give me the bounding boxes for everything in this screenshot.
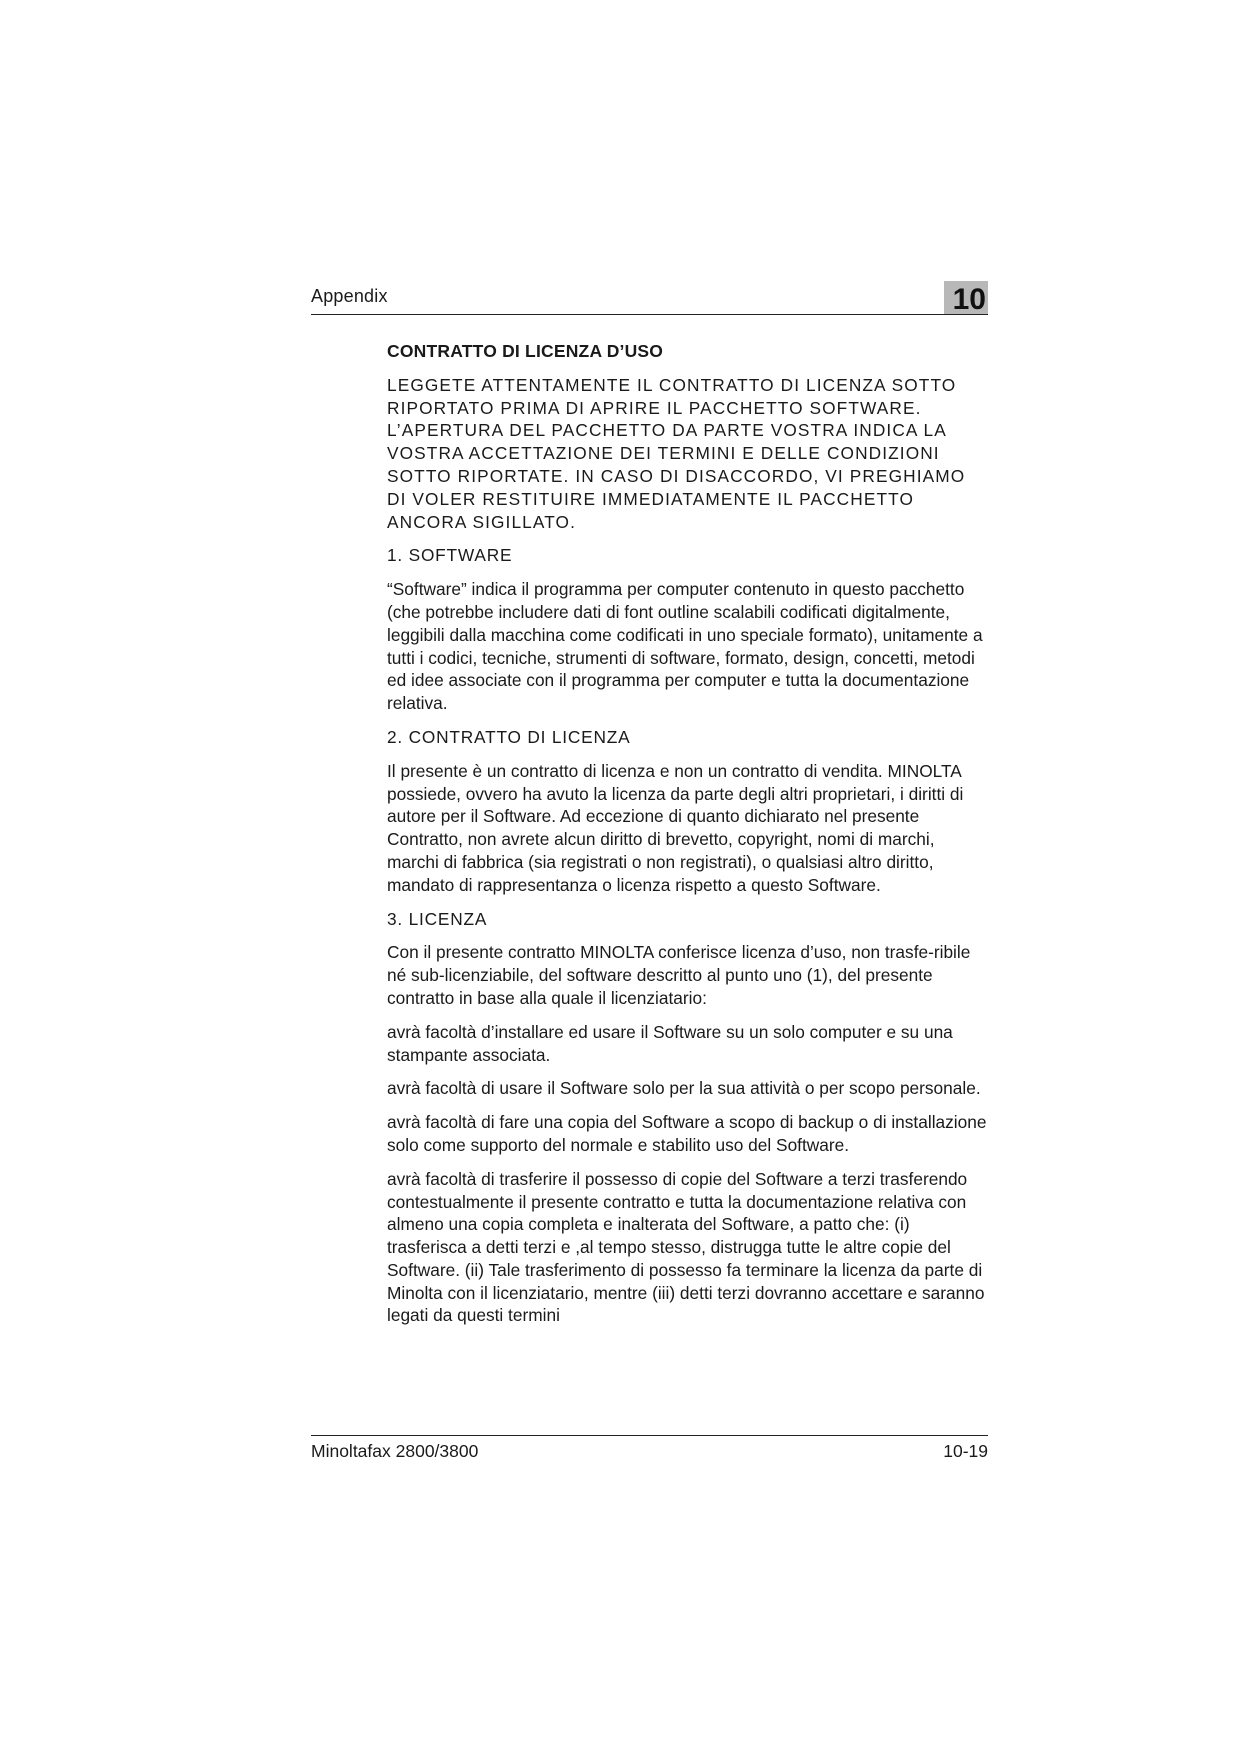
section-paragraph: avrà facoltà di usare il Software solo per la sua attività o per scopo personale. <box>387 1078 981 1099</box>
intro-paragraph: LEGGETE ATTENTAMENTE IL CONTRATTO DI LICENZA SOTTO RIPORTATO PRIMA DI APRIRE IL PACCHETTO SOFTWARE. L’APERTURA DEL PACCHETTO DA PARTE VOSTRA INDICA LA VOSTRA ACCETTAZIONE DEI TERMINI E DELLE CONDIZIONI SOTTO RIPORTATE. IN CASO DI DISACCORDO, VI PREGHIAMO DI VOLER RESTITUIRE IMMEDIATAMENTE IL PACCHETTO ANCORA SIGILLATO. <box>387 374 966 532</box>
section-paragraph: avrà facoltà di trasferire il possesso di copie del Software a terzi trasferendo contestualmente il presente contratto e tutta la documentazione relativa con almeno una copia completa e inalterata del Software, a patto che: (i) trasferisca a detti terzi e ,al tempo stesso, distrugga tutte le altre copie del Software. (ii) Tale trasferimento di possesso fa terminare la licenza da parte di Minolta con il licenziatario, mentre (iii) detti terzi dovranno accettare e saranno legati da questi termini <box>387 1168 985 1326</box>
document-body <box>387 340 990 1338</box>
section-heading-licenza: 3. LICENZA <box>387 908 488 929</box>
section-paragraph: avrà facoltà di fare una copia del Software a scopo di backup o di installazione solo come supporto del normale e stabilito uso del Software. <box>387 1112 987 1155</box>
section-heading-software: 1. SOFTWARE <box>387 545 513 566</box>
header-section-title: Appendix <box>311 286 388 306</box>
chapter-number-badge: 10 <box>944 281 988 314</box>
section-paragraph: avrà facoltà d’installare ed usare il Software su un solo computer e su una stampante associata. <box>387 1021 953 1065</box>
section-paragraph: “Software” indica il programma per computer contenuto in questo pacchetto (che potrebbe includere dati di font outline scalabili codificati digitalmente, leggibili dalla macchina come codificati in uno speciale formato), unitamente a tutti i codici, tecniche, strumenti di software, formato, design, concetti, metodi ed idee associate con il programma per computer e tutta la documentazione relativa. <box>387 579 983 714</box>
footer-page-number: 10-19 <box>943 1441 988 1461</box>
document-title: CONTRATTO DI LICENZA D’USO <box>387 341 664 361</box>
section-paragraph: Con il presente contratto MINOLTA conferisce licenza d’uso, non trasfe-ribile né sub-licenziabile, del software descritto al punto uno (1), del presente contratto in base alla quale il licenziatario: <box>387 942 971 1008</box>
section-heading-contratto: 2. CONTRATTO DI LICENZA <box>387 726 631 747</box>
section-paragraph: Il presente è un contratto di licenza e non un contratto di vendita. MINOLTA possiede, ovvero ha avuto la licenza da parte degli altri proprietari, i diritti di autore per il Software. Ad eccezione di quanto dichiarato nel presente Contratto, non avrete alcun diritto di brevetto, copyright, nomi di marchi, marchi di fabbrica (sia registrati o non registrati), o qualsiasi altro diritto, mandato di rappresentanza o licenza rispetto a questo Software. <box>387 760 964 895</box>
footer-model-name: Minoltafax 2800/3800 <box>311 1441 479 1461</box>
page-footer <box>311 1435 988 1461</box>
page-header <box>311 284 988 315</box>
